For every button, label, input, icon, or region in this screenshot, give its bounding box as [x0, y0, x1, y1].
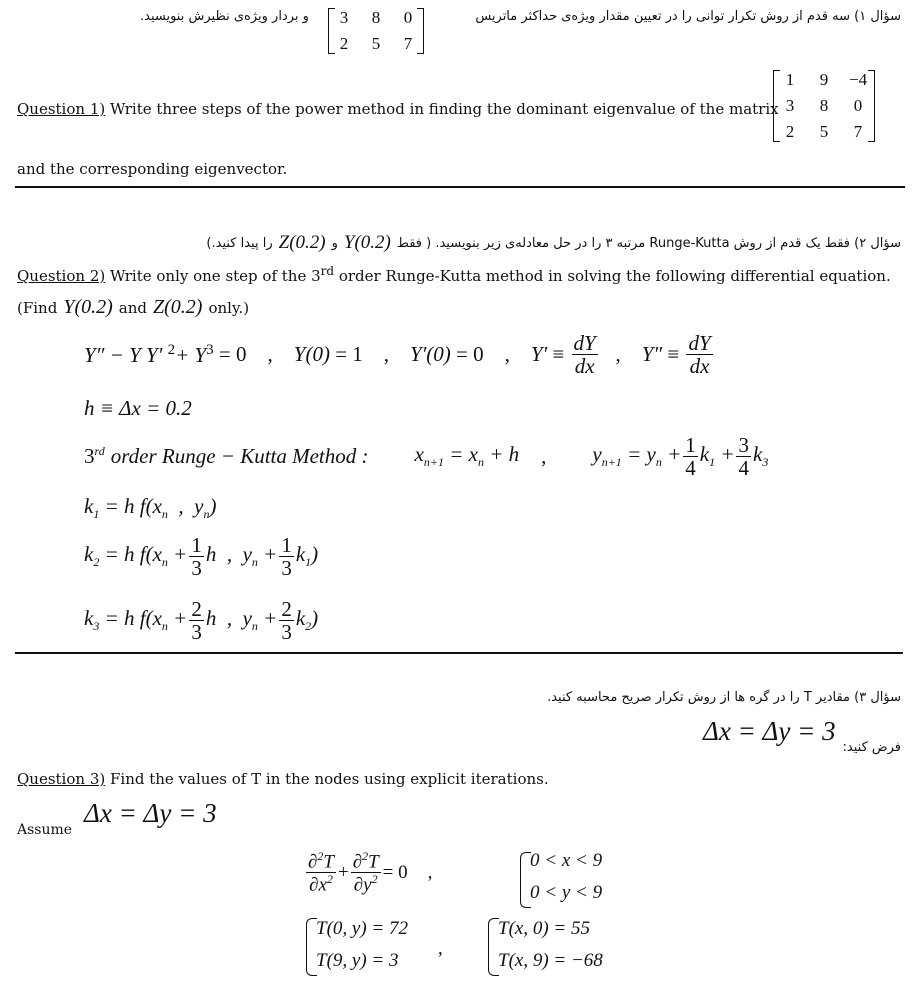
q2-rk-method-line: 3rd order Runge − Kutta Method : $x_{n+1} = x_n + h$ , $y_{n+1} = y_n$ + $\frac{1}{4}$ $k_1$ + $\frac{3}{4}$ $k_3$ [84, 433, 769, 481]
q2-persian-and: و [331, 235, 338, 251]
q2-k3: $k_3 = h$ $f(x_n$ + $\frac{2}{3}$ h , $y_n$ + $\frac{2}{3}$ $k_2$) [84, 597, 319, 645]
q2-find-line: (Find Y(0.2) and Z(0.2) only.) [17, 296, 250, 318]
matrix-cell: 3 [339, 8, 349, 27]
q2-persian-end: را پیدا کنید.) [206, 235, 273, 251]
q3-bc-left-2: T(9, y) = 3 [316, 950, 399, 971]
q3-laplace-equation: $\frac{\partial^2T}{\partial x^2}$ + $\frac{\partial^2T}{\partial y^2}$ = 0 , [308, 849, 433, 896]
q3-bc-comma: , [438, 938, 443, 959]
matrix-cell: 9 [819, 70, 829, 89]
matrix-cell: 0 [853, 96, 863, 115]
matrix-cell: 5 [371, 34, 381, 53]
matrix-cell: −4 [849, 70, 868, 89]
section-divider [15, 652, 903, 654]
q2-persian-z02: Z(0.2) [278, 232, 326, 253]
matrix-cell: 2 [339, 34, 349, 53]
q1-matrix [781, 70, 867, 142]
q1-text: Write three steps of the power method in finding the dominant eigenvalue of the matrix [105, 100, 779, 118]
matrix-cell: 2 [785, 122, 795, 141]
q1-label: Question 1) [17, 100, 106, 118]
matrix-cell: 8 [371, 8, 381, 27]
q3-domain-y: 0 < y < 9 [530, 882, 603, 903]
q3-persian-text: سؤال ۳) مقادیر T را در گره ها از روش تکرار صریح محاسبه کنید. [547, 690, 901, 705]
q3-delta: Δx = Δy = 3 [84, 798, 217, 828]
q3-bc-right-1: T(x, 0) = 55 [498, 918, 590, 939]
q2-k2: $k_2 = h$ $f(x_n$ + $\frac{1}{3}$ h , $y_n$ + $\frac{1}{3}$ $k_1$) [84, 533, 319, 581]
q2-question: Question 2) Write only one step of the 3rd order Runge-Kutta method in solving the following differential equation. [17, 264, 891, 285]
matrix-cell: 7 [853, 122, 863, 141]
q2-persian-line [206, 232, 901, 254]
q2-label: Question 2) [17, 267, 106, 285]
q3-domain-x: 0 < x < 9 [530, 850, 603, 871]
q1-persian-matrix [336, 8, 416, 54]
q3-assume-label: Assume [17, 822, 73, 838]
matrix-cell: 3 [785, 96, 795, 115]
q3-label: Question 3) [17, 770, 106, 788]
matrix-cell: 1 [785, 70, 795, 89]
matrix-cell: 5 [819, 122, 829, 141]
q1-question [17, 100, 779, 118]
q3-persian-delta: Δx = Δy = 3 [703, 716, 836, 746]
q2-step-size: h ≡ Δx = 0.2 [84, 396, 192, 420]
matrix-cell: 7 [403, 34, 413, 53]
q3-question: Question 3) Find the values of T in the nodes using explicit iterations. [17, 770, 549, 788]
q3-bc-left-1: T(0, y) = 72 [316, 918, 408, 939]
section-divider [15, 186, 905, 188]
q2-ode-equation: Y″ − Y Y′ $^2+ Y^3$ = 0 , Y(0) = 1 , Y′(0) = 0 , Y′ ≡ $\frac{dY}{dx}$ , Y″ ≡ $\frac{dY}{dx}$ [84, 331, 711, 379]
q1-persian-text: سؤال ۱) سه قدم از روش تکرار توانی را در تعیین مقدار ویژه‌ی حداکثر ماتریس [475, 9, 901, 24]
q1-text2: and the corresponding eigenvector. [17, 160, 288, 178]
q2-k1: $k_1 = h$ $f(x_n$ , $y_n$) [84, 494, 217, 522]
q2-persian-y02: Y(0.2) [343, 232, 391, 253]
q3-bc-right-2: T(x, 9) = −68 [498, 950, 603, 971]
q2-persian-text: سؤال ۲) فقط یک قدم از روش Runge-Kutta مرتبه ۳ را در حل معادله‌ی زیر بنویسید. ( فقط [396, 235, 901, 251]
matrix-cell: 0 [403, 8, 413, 27]
matrix-cell: 8 [819, 96, 829, 115]
q3-persian-assume: فرض کنید: [842, 740, 901, 755]
q1-persian-suffix: و بردار ویژه‌ی نظیرش بنویسید. [140, 9, 309, 24]
